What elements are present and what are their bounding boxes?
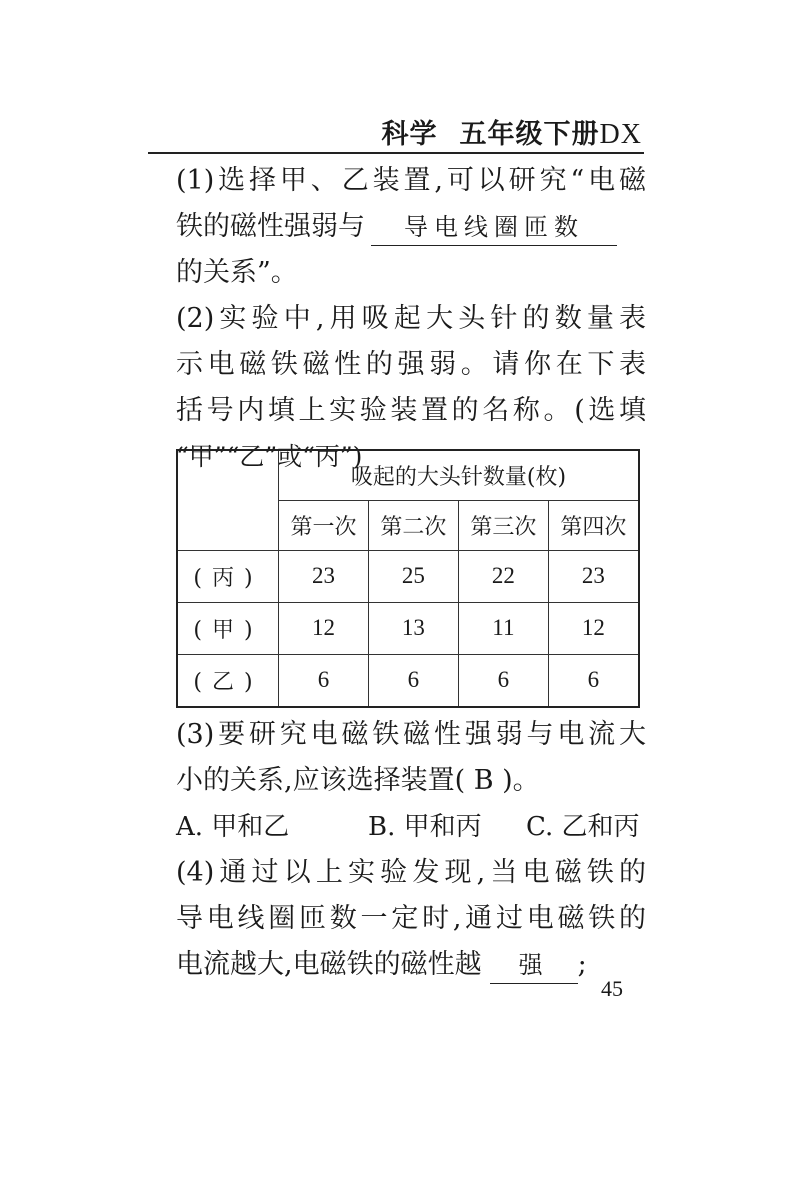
q1-line1: (1)选择甲、乙装置,可以研究“电磁 (176, 165, 646, 196)
table-col-header: 第二次 (368, 500, 458, 550)
table-col-header: 第一次 (279, 500, 369, 550)
table-cell: 12 (279, 602, 369, 654)
q4-line3-text: 电流越大,电磁铁的磁性越 (176, 949, 482, 980)
table-cell: 25 (368, 550, 458, 602)
row-label: (丙) (177, 550, 279, 602)
q3-line2: 小的关系,应该选择装置( B )。 (176, 765, 540, 796)
q2-line2: 示电磁铁磁性的强弱。请你在下表 (176, 349, 646, 380)
table-cell: 6 (548, 654, 639, 707)
table-cell: 23 (279, 550, 369, 602)
table-row (177, 602, 639, 654)
table-col-header: 第三次 (458, 500, 548, 550)
table-cell: 6 (279, 654, 369, 707)
header-rule (148, 152, 644, 154)
question-block-1-2 (176, 158, 646, 480)
q3-options (176, 804, 646, 850)
table-cell: 11 (458, 602, 548, 654)
q2-line1: (2)实验中,用吸起大头针的数量表 (176, 303, 646, 334)
table-header: 吸起的大头针数量(枚) (279, 450, 640, 500)
q1-line2-text: 铁的磁性强弱与 (176, 211, 365, 242)
q4-line2: 导电线圈匝数一定时,通过电磁铁的 (176, 903, 646, 934)
option-b: B. 甲和丙 (368, 812, 482, 842)
q4-line1: (4)通过以上实验发现,当电磁铁的 (176, 857, 646, 888)
table-col-header: 第四次 (548, 500, 639, 550)
option-c: C. 乙和丙 (526, 812, 640, 842)
q1-line2 (176, 204, 646, 250)
table-cell: 6 (368, 654, 458, 707)
q1-answer-blank: 导电线圈匝数 (371, 209, 617, 246)
table-cell: 6 (458, 654, 548, 707)
header-grade: 五年级下册 (459, 119, 600, 150)
page-number: 45 (601, 976, 623, 1001)
row-label: (乙) (177, 654, 279, 707)
option-a: A. 甲和乙 (176, 812, 290, 842)
header-edition: DX (599, 119, 642, 150)
page-header (382, 112, 642, 151)
q4-answer-blank: 强 (490, 947, 578, 984)
question-block-3-4 (176, 712, 646, 988)
q2-line4: “甲”“乙”或“丙”) (176, 442, 363, 471)
table-cell: 13 (368, 602, 458, 654)
q2-line3: 括号内填上实验装置的名称。(选填 (176, 395, 646, 426)
table-row (177, 550, 639, 602)
q3-line1: (3)要研究电磁铁磁性强弱与电流大 (176, 719, 646, 750)
q4-line3-end: ; (577, 949, 587, 980)
q1-line3: 的关系”。 (176, 257, 298, 288)
table-cell: 12 (548, 602, 639, 654)
table-corner-cell (177, 450, 279, 550)
header-subject: 科学 (381, 119, 438, 150)
table-cell: 22 (458, 550, 548, 602)
table-cell: 23 (548, 550, 639, 602)
q4-line3 (176, 942, 646, 988)
results-table (176, 449, 640, 708)
row-label: (甲) (177, 602, 279, 654)
table-row (177, 654, 639, 707)
